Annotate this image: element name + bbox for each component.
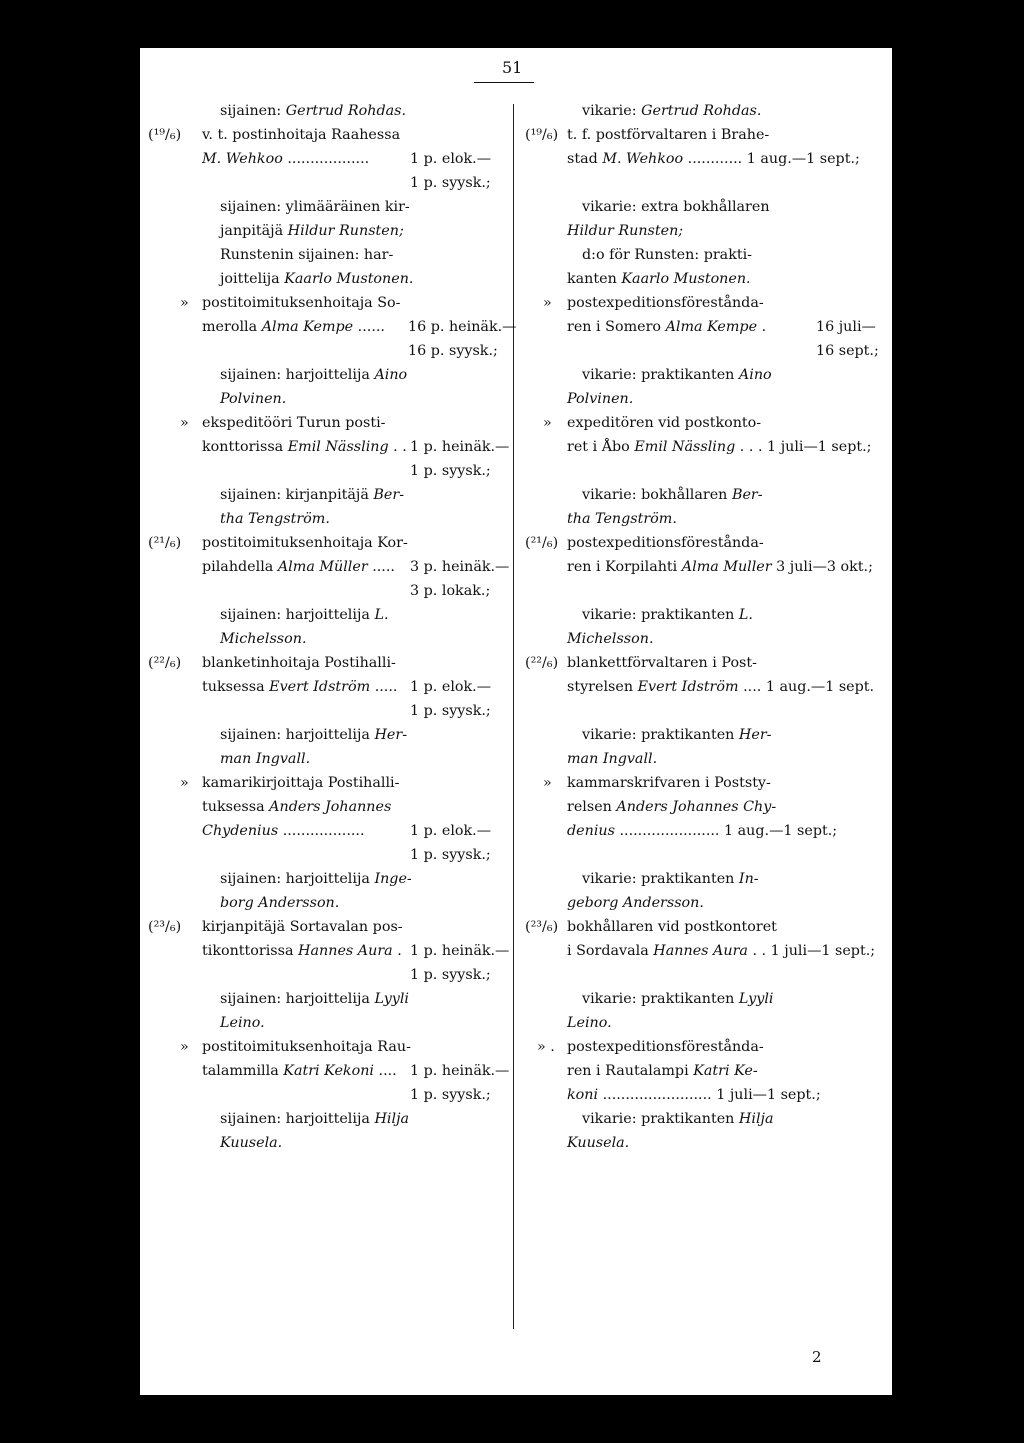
text-line: » .: [537, 1039, 555, 1055]
text-line: styrelsen Evert Idström .... 1 aug.—1 sept.: [567, 679, 875, 695]
text-line: »: [543, 775, 552, 791]
text-line: Polvinen.: [567, 391, 634, 407]
text-line: expeditören vid postkonto-: [567, 415, 762, 431]
text-line: blankettförvaltaren i Post-: [567, 655, 757, 671]
text-line: ekspeditööri Turun posti-: [202, 415, 386, 431]
text-line: 1 p. heinäk.—: [410, 1063, 510, 1079]
text-line: bokhållaren vid postkontoret: [567, 919, 777, 935]
text-line: sijainen: harjoittelija Her-: [220, 727, 408, 743]
text-line: »: [543, 295, 552, 311]
text-line: blanketinhoitaja Postihalli-: [202, 655, 396, 671]
text-line: ren i Rautalampi Katri Ke-: [567, 1063, 758, 1079]
text-line: 1 p. syysk.;: [410, 847, 491, 863]
text-line: vikarie: praktikanten Hilja: [582, 1111, 774, 1127]
text-line: v. t. postinhoitaja Raahessa: [202, 127, 401, 143]
text-line: sijainen: harjoittelija Aino: [220, 367, 408, 383]
text-line: postitoimituksenhoitaja So-: [202, 295, 401, 311]
text-line: Kuusela.: [220, 1135, 283, 1151]
text-line: vikarie: extra bokhållaren: [582, 199, 770, 215]
text-line: vikarie: praktikanten Lyyli: [582, 991, 774, 1007]
text-line: Leino.: [220, 1015, 265, 1031]
text-line: 3 p. heinäk.—: [410, 559, 510, 575]
text-line: Hildur Runsten;: [567, 223, 684, 239]
text-line: tha Tengström.: [220, 511, 330, 527]
text-line: Runstenin sijainen: har-: [220, 247, 394, 263]
text-line: Leino.: [567, 1015, 612, 1031]
text-line: 16 p. heinäk.—: [408, 319, 517, 335]
text-line: 1 p. elok.—: [410, 151, 492, 167]
text-line: talammilla Katri Kekoni ....: [202, 1063, 397, 1079]
text-line: (¹⁹/₆): [148, 127, 182, 143]
text-line: 1 p. elok.—: [410, 679, 492, 695]
text-line: »: [180, 775, 189, 791]
text-line: tha Tengström.: [567, 511, 677, 527]
text-line: man Ingvall.: [567, 751, 658, 767]
text-line: Michelsson.: [220, 631, 307, 647]
text-line: (¹⁹/₆): [525, 127, 559, 143]
text-line: kammarskrifvaren i Poststy-: [567, 775, 771, 791]
text-line: (²³/₆): [525, 919, 559, 935]
text-line: 1 p. syysk.;: [410, 967, 491, 983]
text-line: sijainen: kirjanpitäjä Ber-: [220, 487, 405, 503]
text-line: 3 p. lokak.;: [410, 583, 491, 599]
text-line: stad M. Wehkoo ............ 1 aug.—1 sept.;: [567, 151, 860, 167]
text-line: Michelsson.: [567, 631, 654, 647]
text-line: »: [543, 415, 552, 431]
text-line: postexpeditionsförestånda-: [567, 1039, 764, 1055]
text-line: pilahdella Alma Müller .....: [202, 559, 395, 575]
text-line: sijainen: ylimääräinen kir-: [220, 199, 410, 215]
text-line: kanten Kaarlo Mustonen.: [567, 271, 751, 287]
text-line: 16 p. syysk.;: [408, 343, 498, 359]
text-line: koni ........................ 1 juli—1 sept.;: [567, 1087, 821, 1103]
text-line: kirjanpitäjä Sortavalan pos-: [202, 919, 403, 935]
text-line: (²²/₆): [148, 655, 182, 671]
text-line: ren i Korpilahti Alma Muller 3 juli—3 okt.;: [567, 559, 873, 575]
text-line: vikarie: praktikanten L.: [582, 607, 753, 623]
text-line: 16 sept.;: [816, 343, 879, 359]
text-line: Chydenius ..................: [202, 823, 365, 839]
text-line: (²¹/₆): [148, 535, 182, 551]
signature-mark: 2: [812, 1348, 822, 1366]
text-line: 1 p. syysk.;: [410, 703, 491, 719]
text-line: ret i Åbo Emil Nässling . . . 1 juli—1 sept.;: [567, 439, 872, 455]
text-line: tuksessa Anders Johannes: [202, 799, 392, 815]
text-line: merolla Alma Kempe ......: [202, 319, 385, 335]
text-line: sijainen: harjoittelija Hilja: [220, 1111, 410, 1127]
text-line: vikarie: praktikanten In-: [582, 871, 759, 887]
document-page: [140, 48, 892, 1395]
text-line: Polvinen.: [220, 391, 287, 407]
text-line: kamarikirjoittaja Postihalli-: [202, 775, 400, 791]
column-divider: [513, 104, 514, 1329]
text-line: geborg Andersson.: [567, 895, 704, 911]
text-line: man Ingvall.: [220, 751, 311, 767]
text-line: 1 p. syysk.;: [410, 175, 491, 191]
text-line: (²¹/₆): [525, 535, 559, 551]
text-line: tuksessa Evert Idström .....: [202, 679, 398, 695]
text-line: sijainen: Gertrud Rohdas.: [220, 103, 407, 119]
text-line: d:o för Runsten: prakti-: [582, 247, 753, 263]
text-line: borg Andersson.: [220, 895, 340, 911]
text-line: »: [180, 1039, 189, 1055]
text-line: 1 p. heinäk.—: [410, 943, 510, 959]
text-line: sijainen: harjoittelija Lyyli: [220, 991, 409, 1007]
text-line: 1 p. heinäk.—: [410, 439, 510, 455]
text-line: 1 p. syysk.;: [410, 463, 491, 479]
text-line: postitoimituksenhoitaja Kor-: [202, 535, 408, 551]
text-line: vikarie: Gertrud Rohdas.: [582, 103, 762, 119]
text-line: i Sordavala Hannes Aura . . 1 juli—1 sept.;: [567, 943, 876, 959]
text-line: vikarie: bokhållaren Ber-: [582, 487, 763, 503]
text-line: postitoimituksenhoitaja Rau-: [202, 1039, 411, 1055]
text-line: t. f. postförvaltaren i Brahe-: [567, 127, 770, 143]
text-line: sijainen: harjoittelija L.: [220, 607, 389, 623]
text-line: Kuusela.: [567, 1135, 630, 1151]
text-line: janpitäjä Hildur Runsten;: [220, 223, 404, 239]
text-line: »: [180, 415, 189, 431]
text-line: 16 juli—: [816, 319, 876, 335]
text-line: vikarie: praktikanten Aino: [582, 367, 772, 383]
text-line: postexpeditionsförestånda-: [567, 535, 764, 551]
text-line: 1 p. elok.—: [410, 823, 492, 839]
text-line: postexpeditionsförestånda-: [567, 295, 764, 311]
text-line: »: [180, 295, 189, 311]
page-number-rule: [474, 82, 534, 83]
text-line: tikonttorissa Hannes Aura .: [202, 943, 402, 959]
text-line: M. Wehkoo ..................: [202, 151, 370, 167]
text-line: (²³/₆): [148, 919, 182, 935]
text-line: 1 p. syysk.;: [410, 1087, 491, 1103]
text-line: konttorissa Emil Nässling . .: [202, 439, 407, 455]
text-line: vikarie: praktikanten Her-: [582, 727, 772, 743]
text-line: sijainen: harjoittelija Inge-: [220, 871, 412, 887]
text-line: (²²/₆): [525, 655, 559, 671]
text-line: joittelija Kaarlo Mustonen.: [220, 271, 414, 287]
text-line: relsen Anders Johannes Chy-: [567, 799, 777, 815]
page-number: 51: [502, 58, 523, 77]
text-line: ren i Somero Alma Kempe .: [567, 319, 767, 335]
text-line: denius ...................... 1 aug.—1 sept.;: [567, 823, 838, 839]
